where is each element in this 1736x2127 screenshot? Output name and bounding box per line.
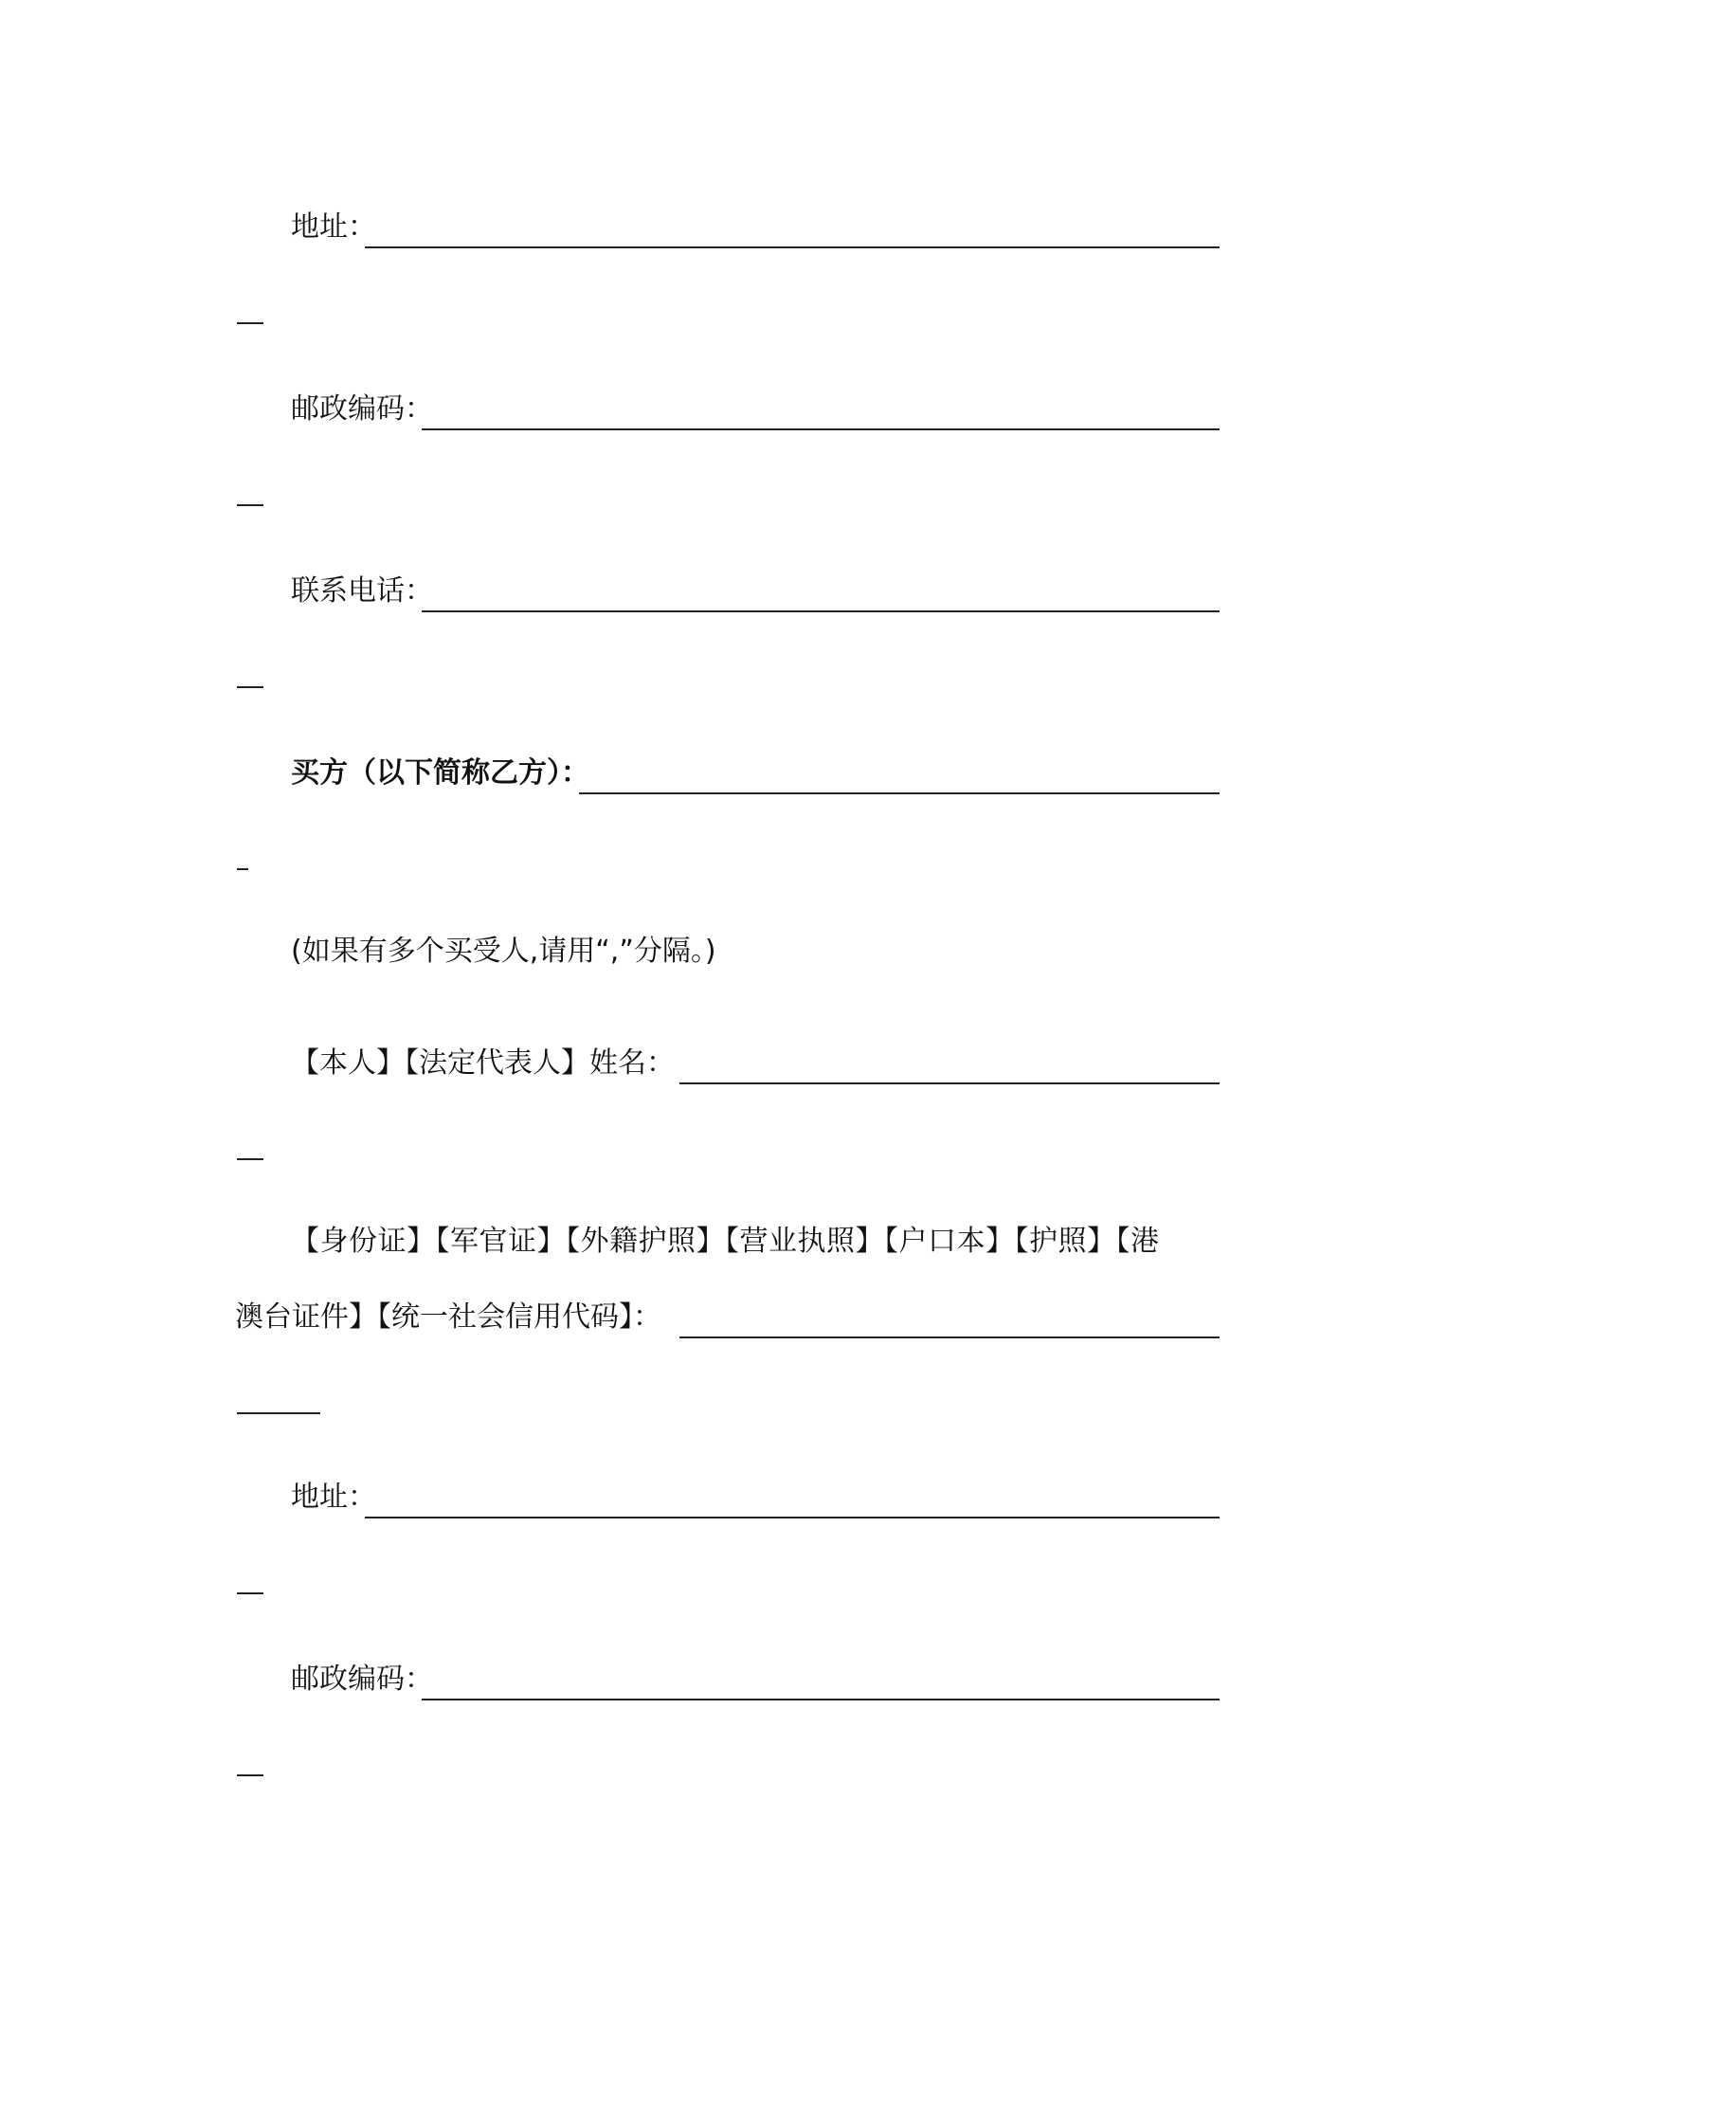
buyer-address-label: 地址： (291, 1481, 376, 1514)
seller-address-label: 地址： (291, 210, 376, 244)
multiple-buyers-note: (如果有多个买受人,请用“,”分隔。) (291, 935, 716, 968)
buyer-representative-continuation-line (237, 1158, 263, 1160)
seller-phone-label: 联系电话： (291, 574, 433, 608)
seller-postal-label: 邮政编码： (291, 392, 433, 426)
seller-phone-blank[interactable] (422, 610, 1220, 612)
buyer-id-number-blank[interactable] (679, 1336, 1220, 1338)
buyer-name-continuation-line (237, 868, 248, 870)
buyer-id-types-line1: 【身份证】【军官证】【外籍护照】【营业执照】【户口本】【护照】【港 (291, 1225, 1160, 1258)
buyer-heading: 买方（以下简称乙方）： (291, 756, 589, 790)
buyer-id-types-line2: 澳台证件】【统一社会信用代码】： (235, 1300, 661, 1334)
buyer-address-continuation-line (237, 1592, 263, 1594)
seller-phone-continuation-line (237, 686, 263, 688)
buyer-postal-continuation-line (237, 1774, 263, 1776)
buyer-representative-field (291, 1037, 1220, 1084)
buyer-name-blank[interactable] (579, 792, 1220, 794)
seller-phone-field (291, 565, 1220, 612)
seller-address-continuation-line (237, 322, 263, 324)
buyer-postal-label: 邮政编码： (291, 1663, 433, 1696)
buyer-id-continuation-line (237, 1412, 320, 1414)
buyer-postal-blank[interactable] (422, 1699, 1220, 1700)
seller-address-field (291, 201, 1220, 248)
buyer-postal-field (291, 1653, 1220, 1700)
seller-address-blank[interactable] (365, 246, 1220, 248)
seller-postal-field (291, 383, 1220, 430)
buyer-representative-label: 【本人】【法定代表人】姓名： (291, 1046, 675, 1080)
buyer-heading-field (291, 747, 1220, 794)
seller-postal-continuation-line (237, 504, 263, 506)
buyer-address-blank[interactable] (365, 1517, 1220, 1518)
buyer-address-field (291, 1471, 1220, 1518)
buyer-id-number-field (235, 1291, 1220, 1338)
seller-postal-blank[interactable] (422, 428, 1220, 430)
buyer-representative-blank[interactable] (679, 1082, 1220, 1084)
